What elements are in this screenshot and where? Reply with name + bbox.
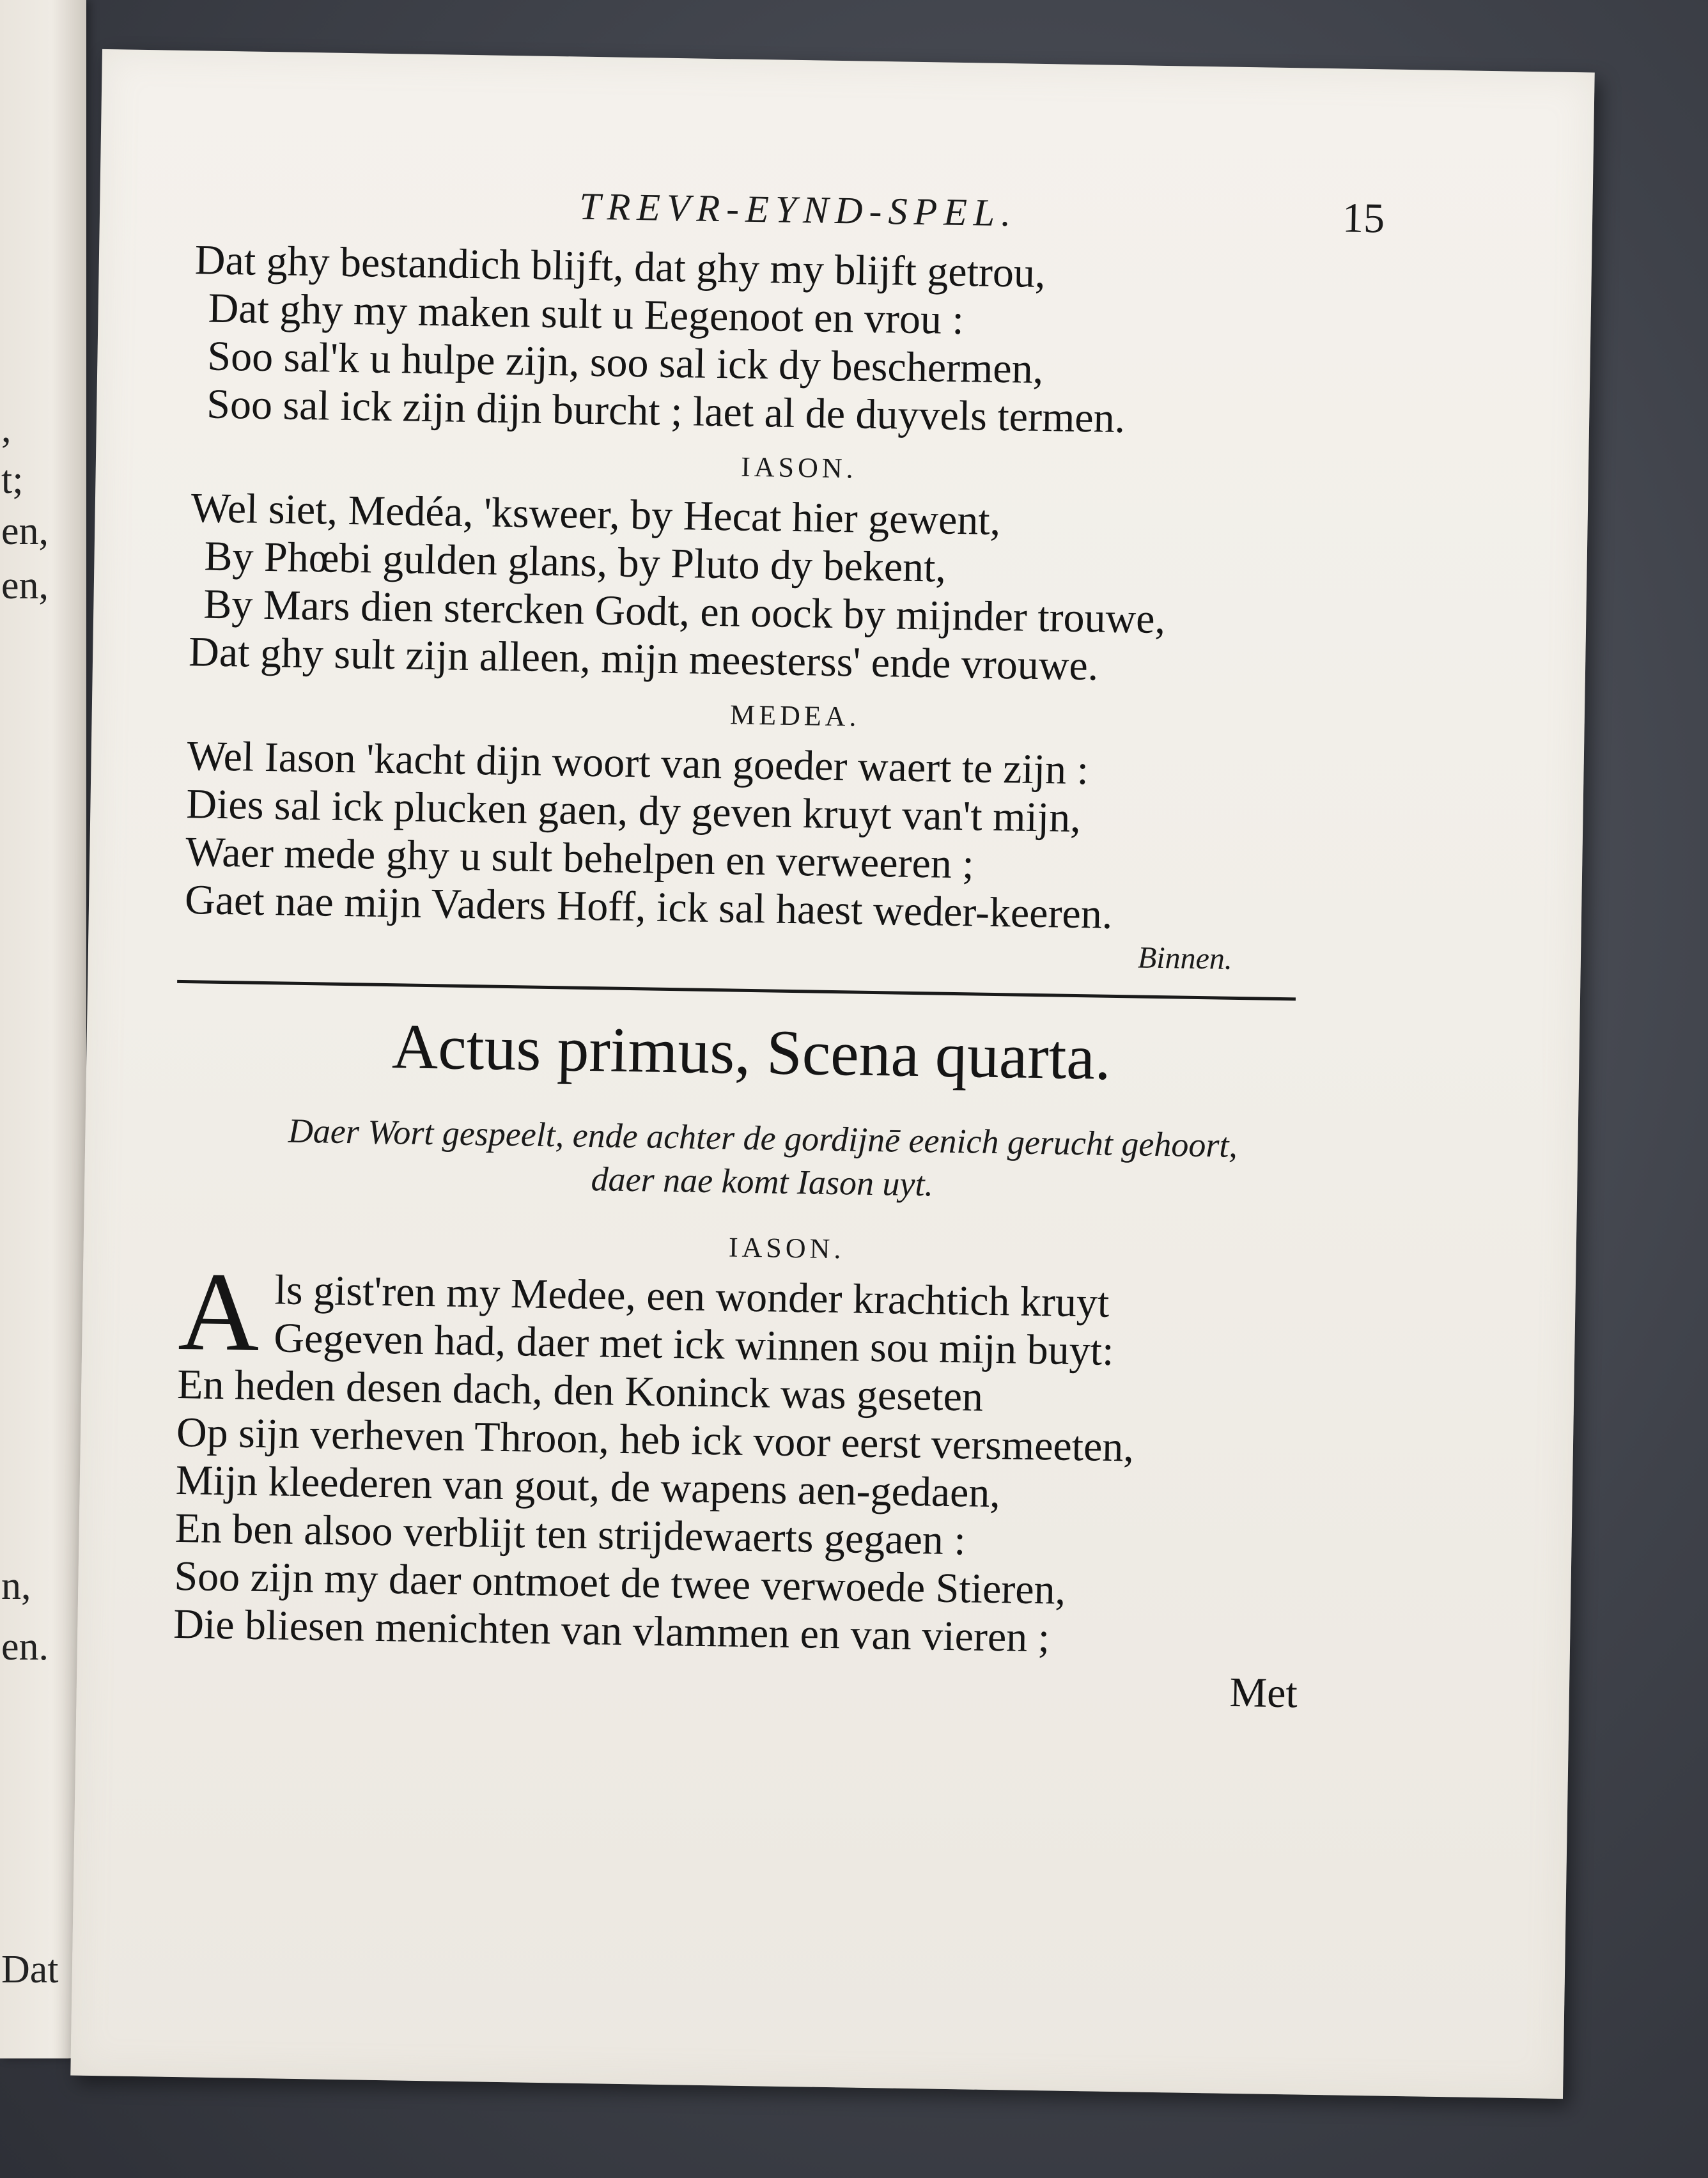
verse-line: En ben alsoo verblijt ten strijdewaerts gegaen :: [175, 1504, 967, 1564]
verse-line: Soo sal ick zijn dijn burcht ; laet al de duyvels termen.: [206, 380, 1126, 442]
page-text: [173, 51, 1413, 1717]
running-head-title: TREVR-EYND-SPEL.: [578, 185, 1018, 235]
verse-line: ls gist'ren my Medee, een wonder krachtich kruyt: [274, 1266, 1110, 1326]
running-head: [196, 178, 1411, 249]
stage-direction: [180, 1107, 1396, 1213]
speaker-name: IASON.: [728, 1231, 845, 1265]
verse-line: Dies sal ick plucken gaen, dy geven kruyt van't mijn,: [185, 781, 1082, 842]
verse-line: Wel siet, Medéa, 'ksweer, by Hecat hier gewent,: [190, 485, 1001, 545]
stage-direction-line: daer nae komt Iason uyt.: [591, 1160, 934, 1204]
verse-line: En heden desen dach, den Koninck was geseten: [176, 1360, 984, 1420]
left-page-fragment: en,: [1, 564, 49, 607]
speaker-name: MEDEA.: [729, 699, 860, 733]
section-rule: [177, 980, 1296, 1000]
left-page-fragment: t;: [1, 458, 24, 502]
book-page: [70, 49, 1595, 2099]
left-facing-page: [0, 0, 86, 2058]
left-page-fragment: n,: [1, 1564, 31, 1608]
verse-line: By Mars dien stercken Godt, en oock by mijnder trouwe,: [203, 580, 1166, 643]
verse-line: Waer mede ghy u sult behelpen en verweeren ;: [185, 828, 975, 888]
verse-line: Wel Iason 'kacht dijn woort van goeder waert te zijn :: [187, 733, 1089, 794]
catchword: Met: [1229, 1669, 1298, 1717]
left-page-fragment: en,: [1, 509, 49, 553]
verse-line: Gegeven had, daer met ick winnen sou mijn buyt:: [273, 1314, 1114, 1374]
verse-line: Soo sal'k u hulpe zijn, soo sal ick dy beschermen,: [206, 332, 1044, 393]
verse-line: Gaet nae mijn Vaders Hoff, ick sal haest weder-keeren.: [184, 876, 1113, 938]
left-page-fragment: Dat: [1, 1948, 59, 1991]
verse-line: Op sijn verheven Throon, heb ick voor eerst versmeeten,: [176, 1408, 1135, 1471]
exit-direction: Binnen.: [1137, 940, 1233, 976]
left-page-fragment: en.: [1, 1625, 49, 1669]
verse-line: By Phœbi gulden glans, by Pluto dy bekent,: [204, 533, 947, 591]
speaker-name: IASON.: [740, 451, 857, 485]
left-page-fragment: ,: [1, 407, 12, 451]
verse-line: Die bliesen menichten van vlammen en van vieren ;: [173, 1600, 1050, 1661]
scene-heading: Actus primus, Scena quarta.: [391, 1011, 1112, 1093]
verse-line: Dat ghy bestandich blijft, dat ghy my blijft getrou,: [194, 237, 1046, 297]
verse-line: Dat ghy sult zijn alleen, mijn meesterss' ende vrouwe.: [188, 628, 1099, 690]
verse-line: Dat ghy my maken sult u Eegenoot en vrou :: [208, 284, 965, 344]
verse-line: Mijn kleederen van gout, de wapens aen-gedaen,: [175, 1456, 1001, 1517]
page-number: 15: [1342, 194, 1385, 242]
verse-line: Soo zijn my daer ontmoet de twee verwoede Stieren,: [173, 1552, 1066, 1614]
speech-medea-continued: [172, 236, 1409, 1721]
stage-direction-line: Daer Wort gespeelt, ende achter de gordijnē eenich gerucht gehoort,: [288, 1111, 1238, 1165]
drop-cap: A: [177, 1248, 261, 1375]
